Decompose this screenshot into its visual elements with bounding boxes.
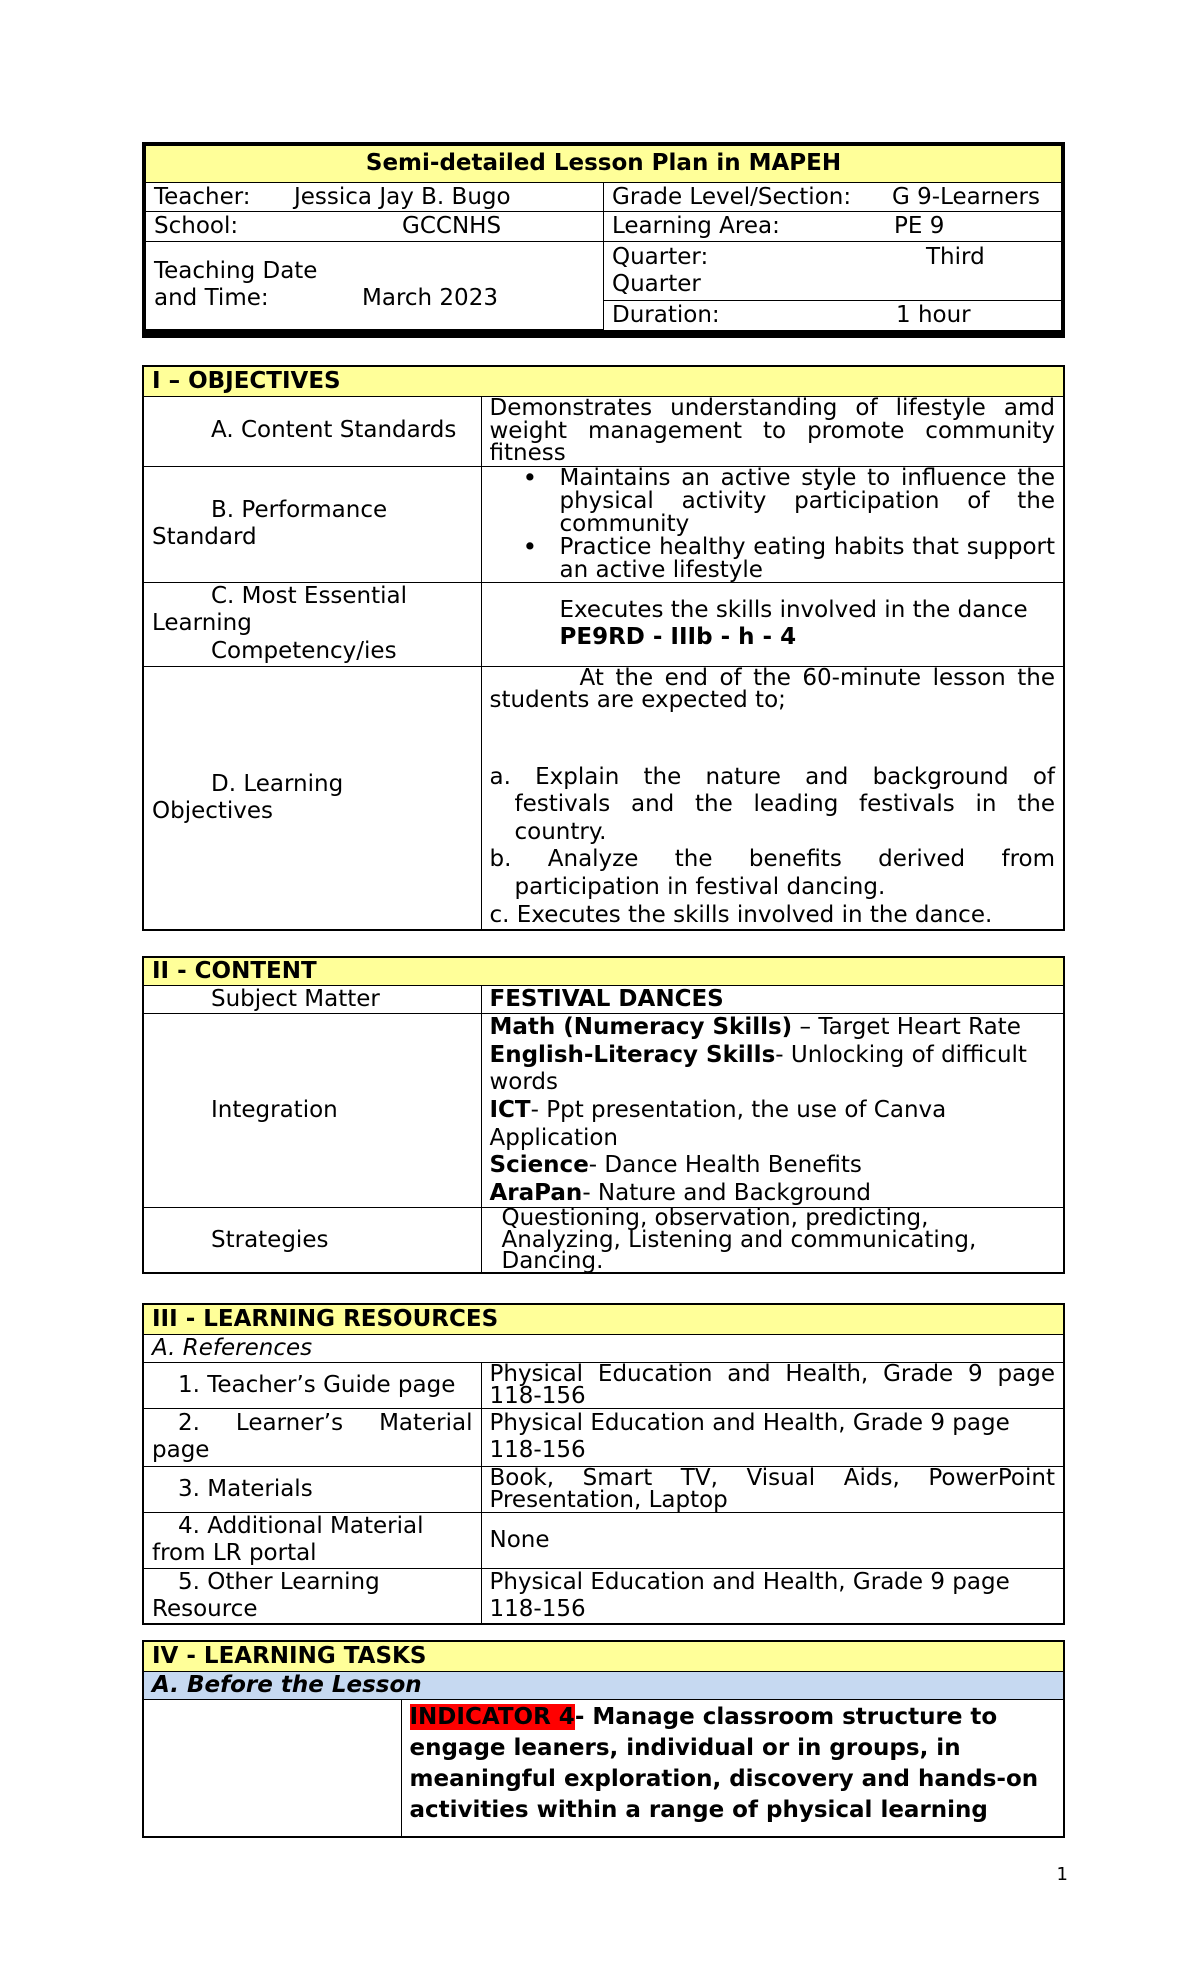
resource-label: 4. Additional Material from LR portal	[143, 1512, 481, 1568]
lo-intro: At the end of the 60-minute lesson the students are expected to;	[489, 664, 1055, 714]
resource-label: 5. Other Learning Resource	[143, 1568, 481, 1624]
content-standards-value: Demonstrates understanding of lifestyle amd weight management to promote community fitness	[481, 396, 1064, 466]
melc-label-line2: Learning	[152, 610, 252, 637]
melc-code: PE9RD - IIIb - h - 4	[559, 624, 797, 650]
quarter-value-line2: Quarter	[612, 270, 701, 297]
content-heading: II - CONTENT	[143, 957, 1064, 986]
melc-text: Executes the skills involved in the dance	[559, 596, 1028, 623]
melc-label-line1: C. Most Essential	[211, 583, 408, 610]
learning-objectives-label	[143, 666, 481, 930]
content-standards-label: A. Content Standards	[143, 396, 481, 466]
melc-label-line3: Competency/ies	[211, 637, 397, 664]
resource-label: 2. Learner’s Material page	[143, 1408, 481, 1466]
integration-item: AraPan- Nature and Background	[489, 1179, 872, 1206]
teacher-cell	[146, 182, 604, 211]
resources-section	[142, 1303, 1065, 1625]
integration-item: Math (Numeracy Skills) – Target Heart Rate	[489, 1014, 1021, 1041]
lesson-plan-title: Semi-detailed Lesson Plan in MAPEH	[146, 146, 1061, 182]
objectives-heading: I – OBJECTIVES	[143, 366, 1064, 396]
lo-item: a. Explain the nature and background of festivals and the leading festivals in the country.	[489, 763, 1055, 845]
duration-value: 1 hour	[896, 301, 971, 328]
resource-value: Physical Education and Health, Grade 9 page 118-156	[481, 1408, 1064, 1466]
date-value: March 2023	[362, 285, 498, 312]
page-number: 1	[1056, 1864, 1068, 1885]
header-block	[142, 142, 1065, 338]
quarter-label: Quarter:	[612, 243, 709, 270]
indicator-tag: INDICATOR 4	[409, 1703, 575, 1730]
date-label-line1: Teaching Date	[154, 258, 318, 285]
lo-label-line1: D. Learning	[211, 770, 344, 797]
school-value: GCCNHS	[402, 212, 502, 239]
area-label: Learning Area:	[612, 212, 780, 239]
teacher-label: Teacher:	[154, 183, 251, 210]
lo-label-line2: Objectives	[152, 797, 274, 824]
resource-value: Physical Education and Health, Grade 9 page 118-156	[481, 1362, 1064, 1408]
teacher-value: Jessica Jay B. Bugo	[294, 183, 511, 210]
perf-bullet: • Maintains an active style to influence the physical activity participation of the community	[560, 467, 1056, 536]
grade-cell	[604, 182, 1062, 211]
area-value: PE 9	[894, 212, 945, 239]
perf-bullet: • Practice healthy eating habits that support an active lifestyle	[560, 536, 1056, 582]
resource-value: Book, Smart TV, Visual Aids, PowerPoint Presentation, Laptop	[481, 1466, 1064, 1512]
lo-item: c. Executes the skills involved in the dance.	[489, 901, 993, 928]
grade-value: G 9-Learners	[892, 183, 1040, 210]
duration-label: Duration:	[612, 301, 720, 328]
subject-matter-value: FESTIVAL DANCES	[481, 986, 1064, 1014]
grade-label: Grade Level/Section:	[612, 183, 852, 210]
quarter-cell	[604, 241, 1062, 300]
subject-matter-label: Subject Matter	[143, 986, 481, 1014]
resource-label: 1. Teacher’s Guide page	[143, 1362, 481, 1408]
strategies-label: Strategies	[143, 1208, 481, 1273]
perf-label-line1: B. Performance	[211, 496, 388, 523]
lo-item: b. Analyze the benefits derived from participation in festival dancing.	[489, 846, 1055, 900]
integration-item: English-Literacy Skills- Unlocking of difficult words	[489, 1041, 1027, 1096]
melc-value	[481, 582, 1064, 666]
resource-value: None	[481, 1512, 1064, 1568]
duration-cell	[604, 300, 1062, 329]
school-label: School:	[154, 212, 239, 239]
integration-item: Science- Dance Health Benefits	[489, 1152, 862, 1179]
integration-item: ICT- Ppt presentation, the use of Canva Application	[489, 1097, 947, 1151]
resource-value: Physical Education and Health, Grade 9 page 118-156	[481, 1568, 1064, 1624]
school-cell	[146, 212, 604, 241]
tasks-heading: IV - LEARNING TASKS	[143, 1641, 1064, 1671]
references-label: A. References	[143, 1334, 1064, 1362]
resources-heading: III - LEARNING RESOURCES	[143, 1304, 1064, 1334]
area-cell	[604, 212, 1062, 241]
performance-standard-label	[143, 466, 481, 582]
learning-objectives-value	[481, 666, 1064, 930]
teaching-date-cell	[146, 241, 604, 330]
content-section	[142, 956, 1065, 1274]
perf-label-line2: Standard	[152, 524, 257, 550]
task-empty-cell	[143, 1699, 401, 1837]
strategies-value: Questioning, observation, predicting, Analyzing, Listening and communicating, Dancing.	[481, 1208, 1064, 1273]
tasks-section	[142, 1640, 1065, 1838]
integration-label: Integration	[143, 1014, 481, 1208]
before-lesson-heading: A. Before the Lesson	[143, 1671, 1064, 1699]
melc-label	[143, 582, 481, 666]
integration-value	[481, 1014, 1064, 1208]
indicator-text	[401, 1699, 1064, 1837]
resource-label: 3. Materials	[143, 1466, 481, 1512]
quarter-value: Third	[926, 243, 985, 270]
objectives-section	[142, 365, 1065, 931]
date-label-line2: and Time:	[154, 285, 269, 312]
performance-standard-value	[481, 466, 1064, 582]
indicator-description: - Manage classroom structure to engage leaners, individual or in groups, in meaningful exploration, discovery and hands-on activities within a range of physical learning	[409, 1703, 1039, 1823]
